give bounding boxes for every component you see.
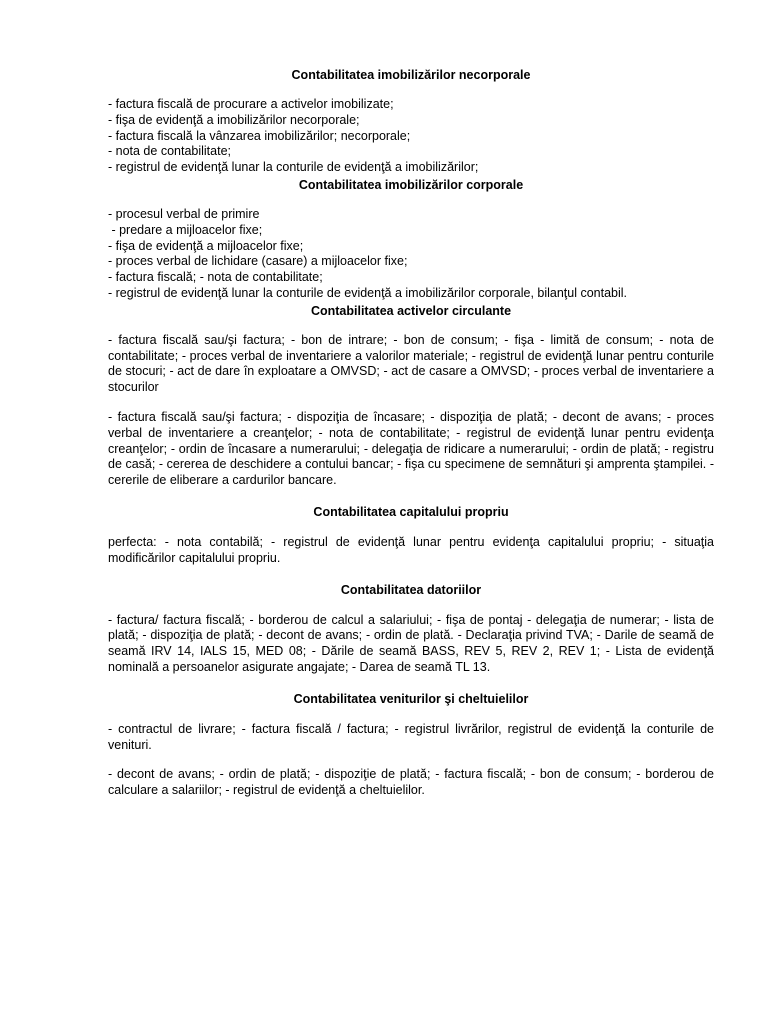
- list-imobilizari-necorporale: [108, 97, 714, 176]
- section-title-imobilizari-corporale: Contabilitatea imobilizărilor corporale: [298, 177, 524, 192]
- paragraph-venituri: - contractul de livrare; - factura fiscală / factura; - registrul livrărilor, registrul de evidenţă la conturile de venituri.: [108, 721, 714, 752]
- list-item: - factura fiscală; - nota de contabilitate;: [108, 270, 323, 285]
- list-item: - fişa de evidenţă a imobilizărilor necorporale;: [108, 112, 360, 127]
- list-item: - factura fiscală de procurare a activelor imobilizate;: [108, 97, 394, 111]
- list-item: - proces verbal de lichidare (casare) a mijloacelor fixe;: [108, 254, 408, 269]
- paragraph-active-circulante-creante: - factura fiscală sau/şi factura; - dispoziţia de încasare; - dispoziţia de plată; - decont de avans; - proces verbal de inventariere a creanţelor; - nota de contabilitate; - registrul de evidenţă lunar pentru evidenţa creanţelor; - ordin de încasare a numerarului; - delegaţia de ridicare a numerarului; - ordin de plată; - registru de casă; - cererea de deschidere a contului bancar; - fişa cu specimene de semnături şi amprenta ştampilei. - cererile de eliberare a cardurilor bancare.: [108, 409, 714, 488]
- list-item: - factura fiscală la vânzarea imobilizărilor; necorporale;: [108, 128, 411, 143]
- list-item: - fişa de evidenţă a mijloacelor fixe;: [108, 238, 304, 253]
- section-title-venituri-cheltuieli: Contabilitatea veniturilor şi cheltuielilor: [293, 691, 529, 706]
- section-title-capital-propriu: Contabilitatea capitalului propriu: [313, 504, 509, 519]
- section-title-active-circulante: Contabilitatea activelor circulante: [310, 303, 512, 318]
- document-page: [108, 66, 714, 799]
- list-item: - registrul de evidenţă lunar la conturile de evidenţă a imobilizărilor corporale, bilanţul contabil.: [108, 285, 628, 300]
- section-title-datorii: Contabilitatea datoriilor: [340, 582, 482, 597]
- list-item: - predare a mijloacelor fixe;: [108, 222, 263, 237]
- paragraph-capital-propriu: perfecta: - nota contabilă; - registrul de evidenţă lunar pentru evidenţa capitalului propriu; - situaţia modificărilor capitalului propriu.: [108, 534, 714, 565]
- list-item: - registrul de evidenţă lunar la conturile de evidenţă a imobilizărilor;: [108, 160, 479, 175]
- paragraph-active-circulante-stocuri: - factura fiscală sau/şi factura; - bon de intrare; - bon de consum; - fişa - limită de consum; - nota de contabilitate; - proces verbal de inventariere a valorilor materiale; - registrul de evidenţă lunar pentru conturile de stocuri; - act de dare în exploatare a OMVSD; - act de casare a OMVSD; - proces verbal de inventariere a stocurilor: [108, 332, 714, 395]
- paragraph-datorii: - factura/ factura fiscală; - borderou de calcul a salariului; - fişa de pontaj - delegaţia de numerar; - lista de plată; - dispoziţia de plată; - decont de avans; - ordin de plată. - Declaraţia privind TVA; - Darile de seamă de seamă IRV 14, IALS 15, MED 08; - Dările de seamă BASS, REV 5, REV 2, REV 1; - Lista de evidenţă nominală a persoanelor asigurate angajate; - Darea de seamă TL 13.: [108, 612, 714, 674]
- paragraph-cheltuieli: - decont de avans; - ordin de plată; - dispoziţie de plată; - factura fiscală; - bon de consum; - borderou de calculare a salariilor; - registrul de evidenţă a cheltuielilor.: [108, 767, 714, 798]
- list-imobilizari-corporale: [108, 207, 714, 302]
- list-item: - procesul verbal de primire: [108, 206, 260, 221]
- list-item: - nota de contabilitate;: [108, 144, 231, 159]
- section-title-imobilizari-necorporale: Contabilitatea imobilizărilor necorporale: [291, 68, 531, 82]
